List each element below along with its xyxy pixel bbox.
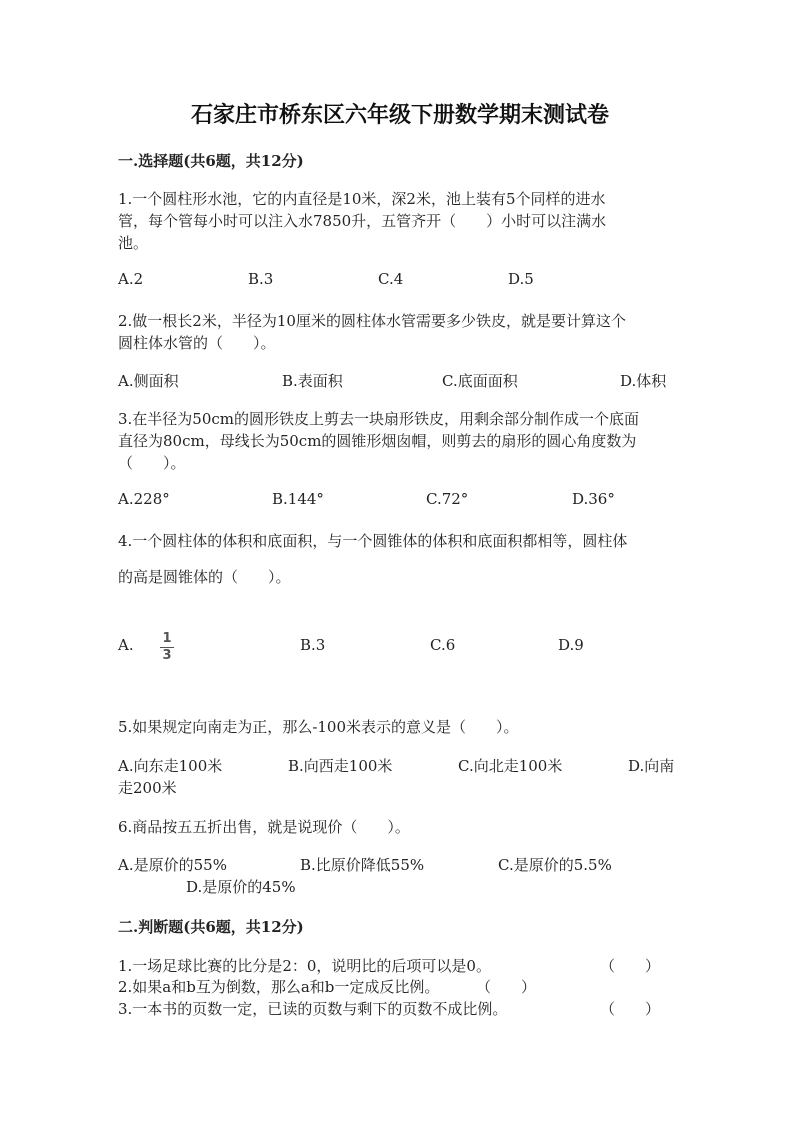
question-3-line-1: 3.在半径为50cm的圆形铁皮上剪去一块扇形铁皮，用剩余部分制作成一个底面 — [118, 410, 640, 428]
question-2-option-a[interactable]: A.侧面积 — [118, 372, 179, 390]
question-2-option-b[interactable]: B.表面积 — [282, 372, 343, 390]
question-4-option-d[interactable]: D.9 — [558, 636, 584, 654]
judge-question-3-blank[interactable]: （ ） — [600, 1000, 661, 1018]
section-header-judge: 二.判断题(共6题，共12分) — [118, 918, 304, 936]
question-4-option-b[interactable]: B.3 — [300, 636, 326, 654]
question-6-option-c[interactable]: C.是原价的5.5% — [498, 856, 612, 874]
question-6-line-1: 6.商品按五五折出售，就是说现价（ ）。 — [118, 818, 410, 836]
question-5-option-d-wrap: 走200米 — [118, 779, 177, 797]
fraction-numerator: 1 — [162, 631, 172, 646]
section-header-choice: 一.选择题(共6题，共12分) — [118, 152, 304, 170]
question-1-option-c[interactable]: C.4 — [378, 270, 404, 288]
question-4-line-1: 4.一个圆柱体的体积和底面积，与一个圆锥体的体积和底面积都相等，圆柱体 — [118, 532, 628, 550]
question-1-option-a[interactable]: A.2 — [118, 270, 144, 288]
question-2-line-1: 2.做一根长2米，半径为10厘米的圆柱体水管需要多少铁皮，就是要计算这个 — [118, 312, 626, 330]
question-4-option-c[interactable]: C.6 — [430, 636, 456, 654]
question-5-option-a[interactable]: A.向东走100米 — [118, 757, 223, 775]
judge-question-2-blank[interactable]: （ ） — [476, 978, 537, 996]
question-3-option-c[interactable]: C.72° — [426, 490, 469, 508]
question-3-line-3: （ ）。 — [118, 454, 186, 472]
judge-question-2: 2.如果a和b互为倒数，那么a和b一定成反比例。 — [118, 978, 440, 996]
question-3-option-b[interactable]: B.144° — [272, 490, 324, 508]
question-6-option-d[interactable]: D.是原价的45% — [186, 878, 296, 896]
question-1-line-1: 1.一个圆柱形水池，它的内直径是10米，深2米，池上装有5个同样的进水 — [118, 190, 606, 208]
question-4-line-2: 的高是圆锥体的（ ）。 — [118, 568, 291, 586]
question-3-option-a[interactable]: A.228° — [118, 490, 170, 508]
question-2-option-d[interactable]: D.体积 — [620, 372, 667, 390]
question-1-line-2: 管，每个管每小时可以注入水7850升，五管齐开（ ）小时可以注满水 — [118, 212, 607, 230]
judge-question-3: 3.一本书的页数一定，已读的页数与剩下的页数不成比例。 — [118, 1000, 508, 1018]
question-2-option-c[interactable]: C.底面面积 — [442, 372, 518, 390]
judge-question-1: 1.一场足球比赛的比分是2：0，说明比的后项可以是0。 — [118, 957, 491, 975]
question-5-option-b[interactable]: B.向西走100米 — [288, 757, 393, 775]
fraction-one-third — [160, 632, 174, 663]
question-5-line-1: 5.如果规定向南走为正，那么-100米表示的意义是（ ）。 — [118, 718, 519, 736]
question-1-option-b[interactable]: B.3 — [248, 270, 274, 288]
question-3-option-d[interactable]: D.36° — [572, 490, 615, 508]
question-5-option-c[interactable]: C.向北走100米 — [458, 757, 563, 775]
question-2-line-2: 圆柱体水管的（ ）。 — [118, 334, 276, 352]
question-4-option-a-label[interactable]: A. — [118, 636, 134, 654]
page-title: 石家庄市桥东区六年级下册数学期末测试卷 — [190, 102, 609, 128]
question-5-option-d[interactable]: D.向南 — [628, 757, 675, 775]
fraction-denominator: 3 — [162, 648, 172, 663]
question-6-option-b[interactable]: B.比原价降低55% — [300, 856, 425, 874]
question-3-line-2: 直径为80cm，母线长为50cm的圆锥形烟囱帽，则剪去的扇形的圆心角度数为 — [118, 432, 637, 450]
question-1-line-3: 池。 — [118, 234, 149, 252]
question-1-option-d[interactable]: D.5 — [508, 270, 534, 288]
question-6-option-a[interactable]: A.是原价的55% — [118, 856, 227, 874]
judge-question-1-blank[interactable]: （ ） — [600, 957, 661, 975]
